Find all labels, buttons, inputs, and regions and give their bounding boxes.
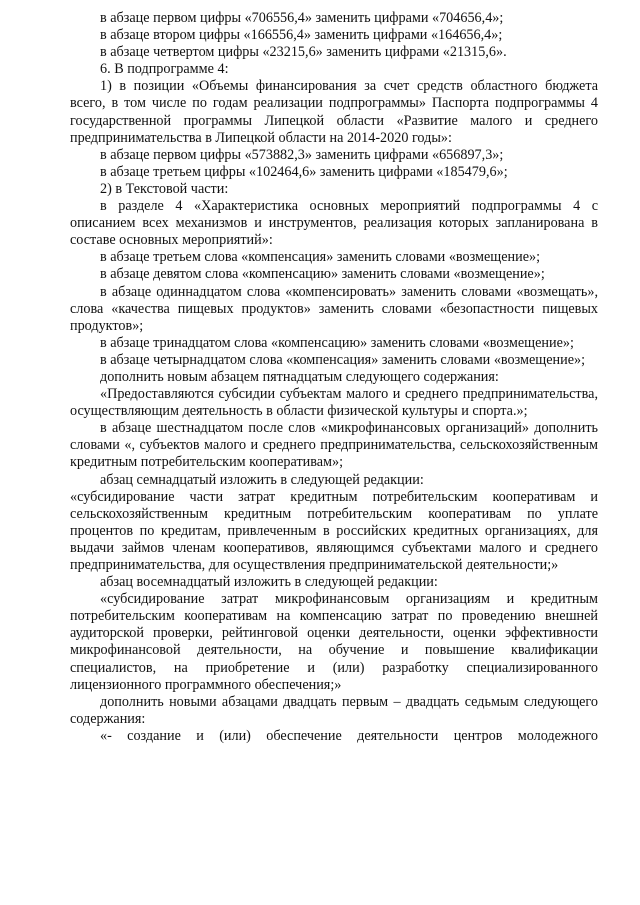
paragraph-3: в абзаце четвертом цифры «23215,6» заменить цифрами «21315,6». [100, 44, 507, 61]
paragraph-1: в абзаце первом цифры «706556,4» заменить цифрами «704656,4»; [100, 10, 504, 26]
paragraph-4: 6. В подпрограмме 4: [100, 61, 229, 78]
paragraph-20: абзац восемнадцатый изложить в следующей редакции: [100, 574, 438, 591]
paragraph-13: в абзаце тринадцатом слова «компенсацию» заменить словами «возмещение»; [100, 334, 574, 351]
paragraph-15: дополнить новым абзацем пятнадцатым следующего содержания: [100, 368, 499, 385]
paragraph-19: «субсидирование части затрат кредитным потребительским кооперативам и сельскохозяйственным кредитным потребительским кооперативам по уплате процентов по кредитам, привлеченным в российских кредитных организациях, для выдачи займов членам кооперативов, являющимся субъектами малого и среднего предпринимательства, для осуществления предпринимательской деятельности;» [70, 488, 598, 573]
paragraph-21: «субсидирование затрат микрофинансовым организациям и кредитным потребительским кооперативам на компенсацию затрат по проведению внешней аудиторской проверки, рейтинговой оценки деятельности, оценки эффективности микрофинансовой деятельности, на обучение и повышение квалификации специалистов, на приобретение и (или) разработку специализированного лицензионного программного обеспечения;» [70, 591, 598, 693]
paragraph-8: 2) в Текстовой части: [100, 180, 229, 197]
paragraph-9: в разделе 4 «Характеристика основных мероприятий подпрограммы 4 с описанием всех механизмов и инструментов, реализация которых запланирована в составе основных мероприятий»: [70, 198, 598, 249]
paragraph-18: абзац семнадцатый изложить в следующей редакции: [100, 471, 424, 488]
paragraph-22: дополнить новыми абзацами двадцать первым – двадцать седьмым следующего содержания: [70, 693, 598, 727]
paragraph-5: 1) в позиции «Объемы финансирования за счет средств областного бюджета всего, в том числе по годам реализации подпрограммы» Паспорта подпрограммы 4 государственной программы Липецкой области «Развитие малого и среднего предпринимательства в Липецкой области на 2014-2020 годы»: [70, 78, 598, 146]
paragraph-11: в абзаце девятом слова «компенсацию» заменить словами «возмещение»; [100, 266, 545, 283]
paragraph-23: «- создание и (или) обеспечение деятельности центров молодежного [100, 727, 598, 744]
paragraph-12: в абзаце одиннадцатом слова «компенсировать» заменить словами «возмещать», слова «качества пищевых продуктов» заменить словами «безопастности пищевых продуктов»; [70, 283, 598, 334]
paragraph-10: в абзаце третьем слова «компенсация» заменить словами «возмещение»; [100, 249, 541, 266]
paragraph-6: в абзаце первом цифры «573882,3» заменить цифрами «656897,3»; [100, 146, 504, 163]
paragraph-7: в абзаце третьем цифры «102464,6» заменить цифрами «185479,6»; [100, 163, 508, 180]
paragraph-16: «Предоставляются субсидии субъектам малого и среднего предпринимательства, осуществляющим деятельность в области физической культуры и спорта.»; [70, 386, 598, 420]
document-page [70, 10, 598, 745]
paragraph-17: в абзаце шестнадцатом после слов «микрофинансовых организаций» дополнить словами «, субъектов малого и среднего предпринимательства, сельскохозяйственным кредитным потребительским кооперативам»; [70, 420, 598, 471]
paragraph-2: в абзаце втором цифры «166556,4» заменить цифрами «164656,4»; [100, 27, 503, 44]
paragraph-14: в абзаце четырнадцатом слова «компенсация» заменить словами «возмещение»; [100, 351, 586, 368]
